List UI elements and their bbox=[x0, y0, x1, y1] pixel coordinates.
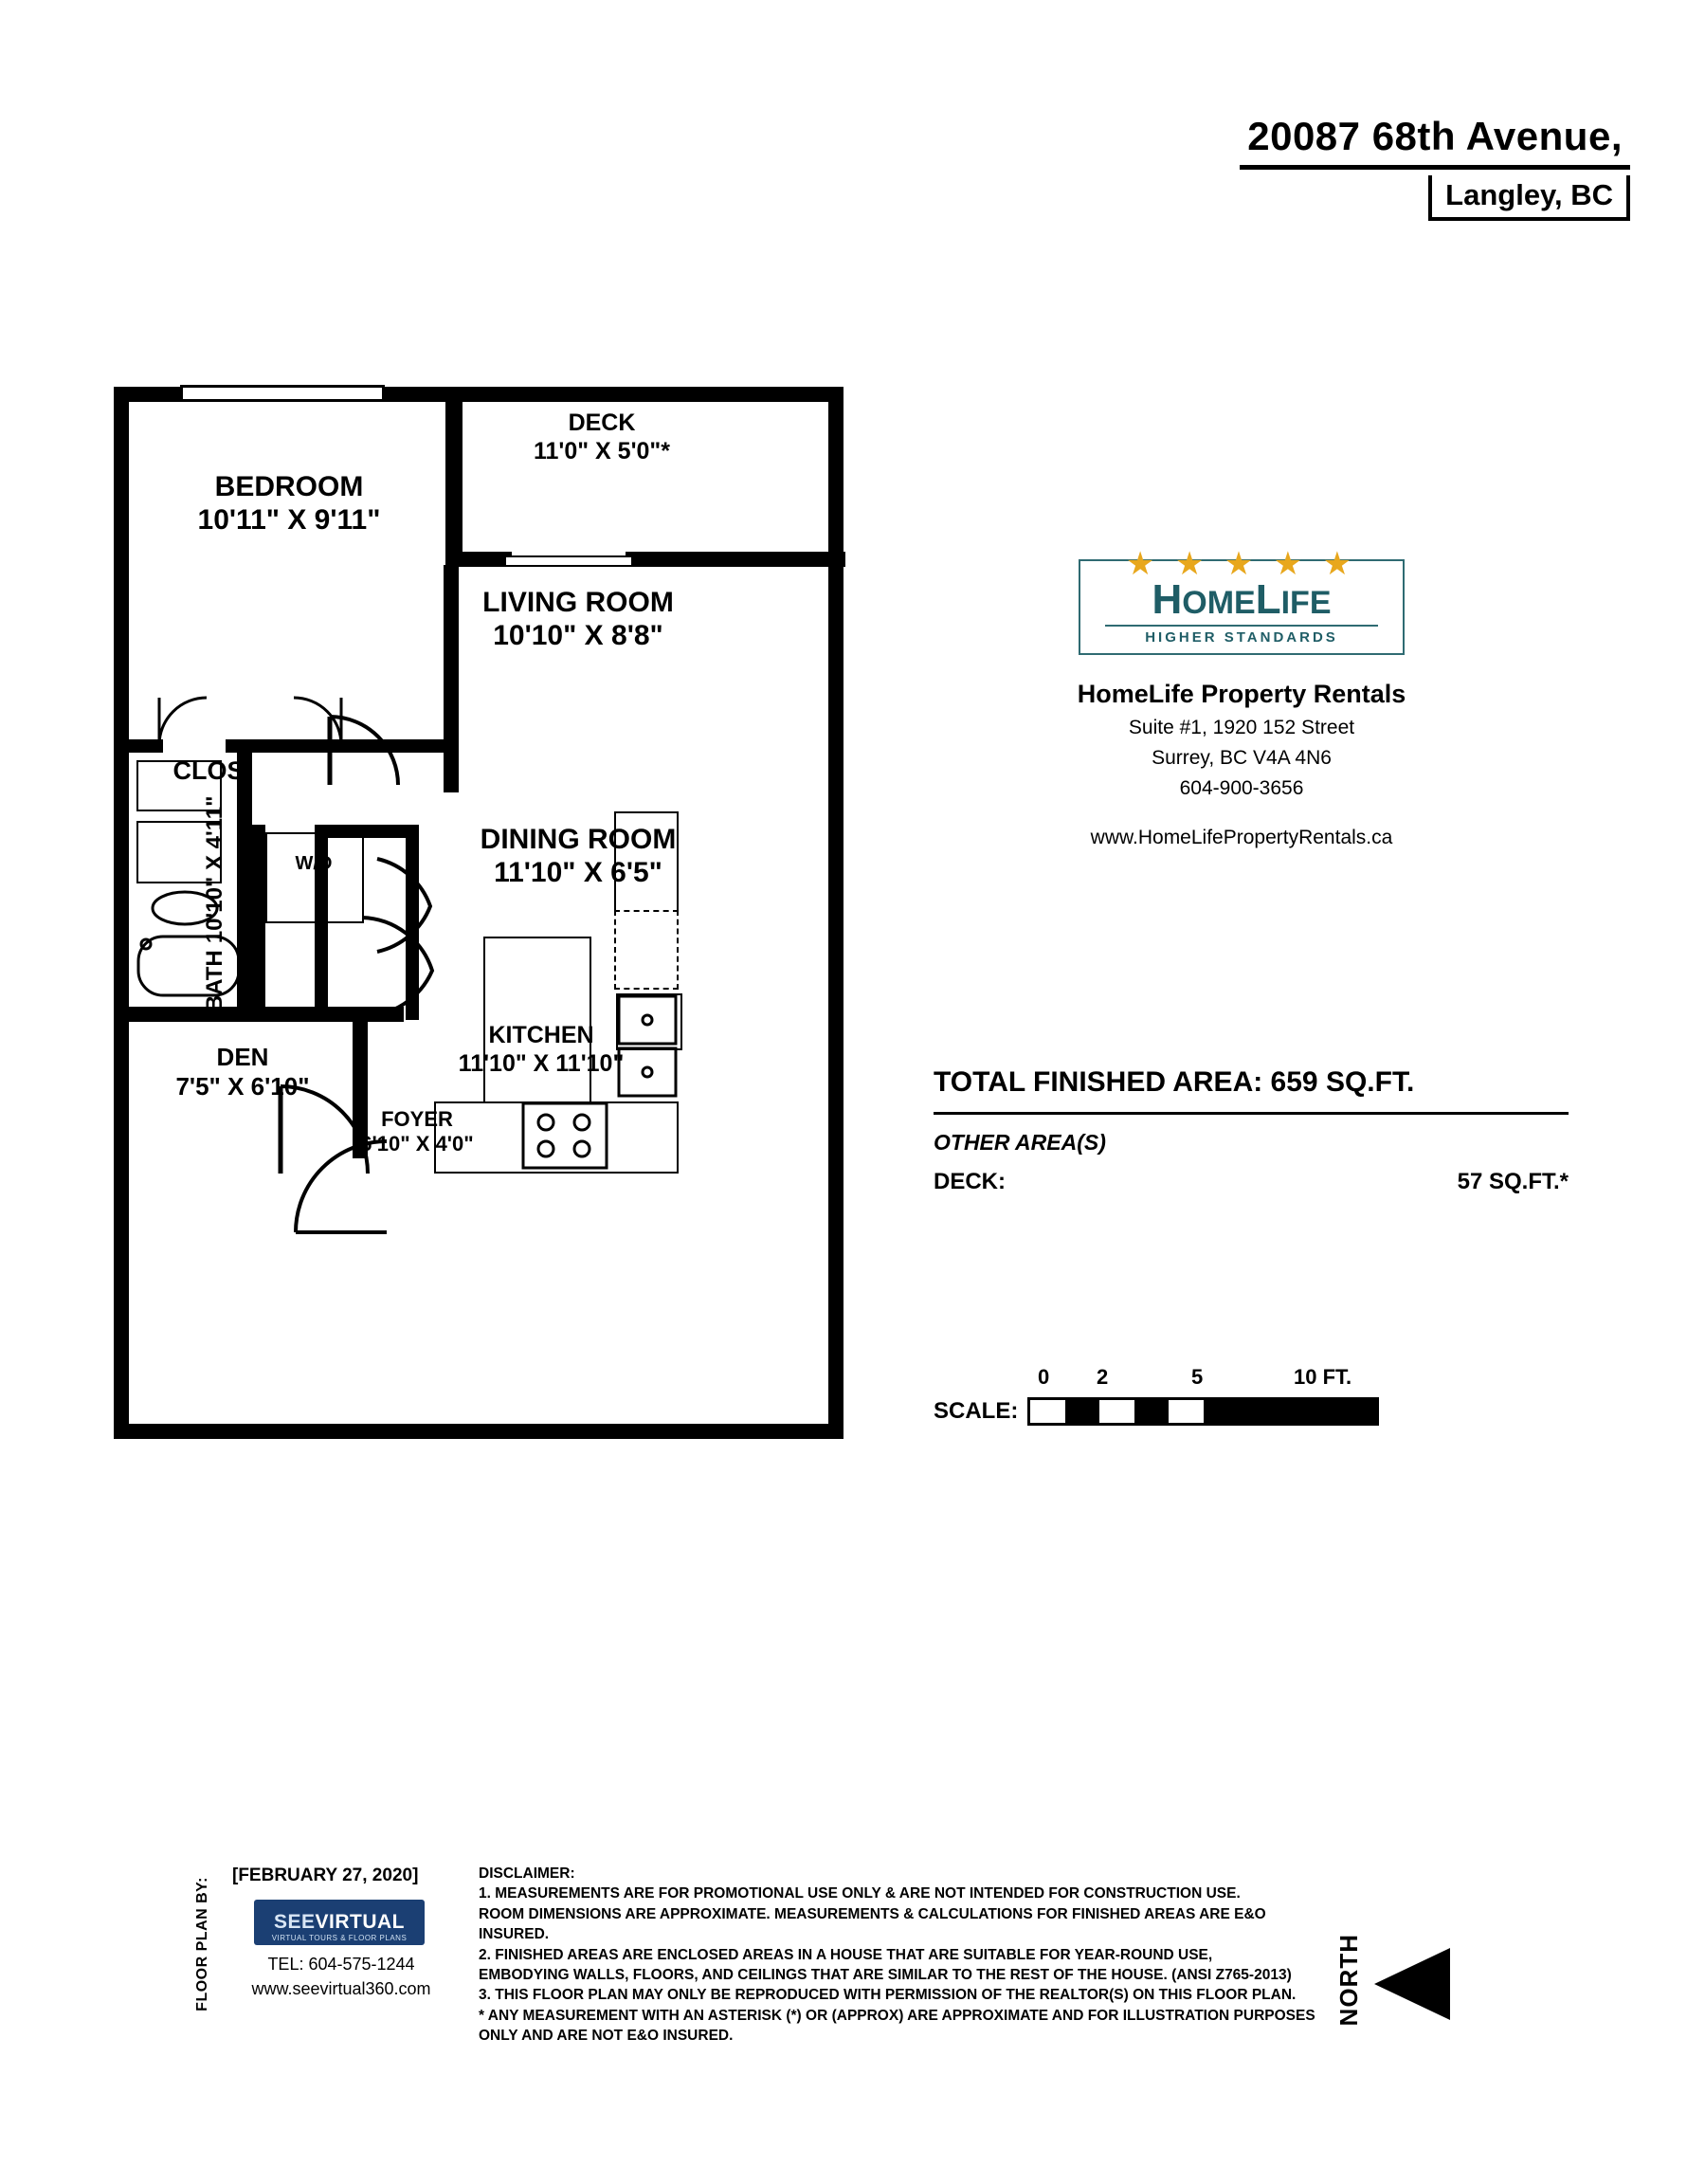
wall-laundry-left bbox=[252, 825, 265, 1020]
seevirtual-see: SEE bbox=[273, 1911, 316, 1933]
closet-door-arcs bbox=[152, 692, 351, 749]
disclaimer-line: ONLY AND ARE NOT E&O INSURED. bbox=[479, 2028, 734, 2044]
company-phone: 604-900-3656 bbox=[1179, 776, 1304, 799]
door-den-swing bbox=[358, 910, 444, 1024]
total-finished-area: TOTAL FINISHED AREA: 659 SQ.FT. bbox=[934, 1066, 1415, 1098]
north-arrow-icon bbox=[1374, 1948, 1450, 2020]
logo-wordmark bbox=[1080, 575, 1403, 623]
logo-h: H bbox=[1152, 575, 1183, 623]
door-living-swing bbox=[324, 711, 428, 796]
plan-date: [FEBRUARY 27, 2020] bbox=[232, 1866, 419, 1885]
wall-deck-bottom-right bbox=[626, 552, 845, 567]
logo-ife: IFE bbox=[1280, 584, 1332, 621]
disclaimer-line: 2. FINISHED AREAS ARE ENCLOSED AREAS IN A HOUSE THAT ARE SUITABLE FOR YEAR-ROUND USE, bbox=[479, 1946, 1213, 1963]
scale-tick-10: 10 FT. bbox=[1294, 1365, 1352, 1389]
room-label-bedroom: BEDROOM 10'11" X 9'11" bbox=[197, 471, 381, 537]
company-address-line-1: Suite #1, 1920 152 Street bbox=[1128, 716, 1355, 738]
homelife-logo bbox=[1079, 546, 1405, 655]
wall-exterior-left bbox=[114, 387, 129, 1439]
room-label-bath: BATH 10'10" X 4'11" bbox=[202, 796, 227, 1012]
scale-tick-labels bbox=[934, 1365, 1379, 1393]
room-label-dining: DINING ROOM 11'10" X 6'5" bbox=[480, 824, 677, 889]
logo-tagline: HIGHER STANDARDS bbox=[1105, 625, 1378, 646]
disclaimer-line: 3. THIS FLOOR PLAN MAY ONLY BE REPRODUCED WITH PERMISSION OF THE REALTOR(S) ON THIS FLOOR PLAN. bbox=[479, 1987, 1297, 2004]
address-line-2: Langley, BC bbox=[1428, 175, 1630, 221]
seevirtual-tel: TEL: 604-575-1244 bbox=[267, 1955, 415, 1974]
address-line-1: 20087 68th Avenue, bbox=[1240, 114, 1630, 170]
room-label-foyer: FOYER 6'10" X 4'0" bbox=[360, 1107, 474, 1156]
disclaimer-line: 1. MEASUREMENTS ARE FOR PROMOTIONAL USE ONLY & ARE NOT INTENDED FOR CONSTRUCTION USE. bbox=[479, 1885, 1241, 1902]
stars-icon: ★ ★ ★ ★ ★ bbox=[1125, 546, 1358, 582]
area-row-value: 57 SQ.FT.* bbox=[1457, 1169, 1569, 1194]
north-label: NORTH bbox=[1334, 1934, 1363, 2027]
disclaimer-line: EMBODYING WALLS, FLOORS, AND CEILINGS THAT ARE SIMILAR TO THE REST OF THE HOUSE. (ANSI Z765-2013) bbox=[479, 1966, 1292, 1983]
other-areas-label: OTHER AREA(S) bbox=[934, 1130, 1106, 1155]
company-website[interactable]: www.HomeLifePropertyRentals.ca bbox=[1090, 826, 1393, 848]
room-label-den: DEN 7'5" X 6'10" bbox=[175, 1043, 310, 1101]
floor-plan-by-label: FLOOR PLAN BY: bbox=[194, 1877, 210, 2011]
scale-tick-5: 5 bbox=[1191, 1365, 1204, 1389]
seevirtual-tagline: VIRTUAL TOURS & FLOOR PLANS bbox=[271, 1934, 408, 1942]
room-label-deck: DECK 11'0" X 5'0"* bbox=[533, 410, 671, 464]
logo-ome: OME bbox=[1182, 584, 1256, 621]
range-stove-icon bbox=[521, 1101, 608, 1170]
brand-block bbox=[1071, 546, 1412, 849]
disclaimer-title: DISCLAIMER: bbox=[479, 1866, 575, 1882]
scale-tick-0: 0 bbox=[1038, 1365, 1050, 1389]
page-title bbox=[1240, 114, 1630, 221]
room-label-closet: CLOS bbox=[172, 756, 245, 785]
logo-l: L bbox=[1255, 575, 1281, 623]
scale-tick-2: 2 bbox=[1097, 1365, 1109, 1389]
scale-bar-block bbox=[934, 1365, 1379, 1426]
area-summary bbox=[934, 1066, 1569, 1195]
company-name: HomeLife Property Rentals bbox=[1077, 679, 1406, 708]
disclaimer-line: * ANY MEASUREMENT WITH AN ASTERISK (*) OR (APPROX) ARE APPROXIMATE AND FOR ILLUSTRATION PURPOSES bbox=[479, 2007, 1315, 2024]
seevirtual-virtual: VIRTUAL bbox=[315, 1911, 406, 1933]
divider bbox=[934, 1112, 1569, 1115]
disclaimer-line: ROOM DIMENSIONS ARE APPROXIMATE. MEASUREMENTS & CALCULATIONS FOR FINISHED AREAS ARE E&O INSURED. bbox=[479, 1905, 1266, 1943]
window-bedroom bbox=[180, 385, 385, 402]
sliding-door-deck bbox=[504, 555, 633, 567]
area-row bbox=[934, 1169, 1569, 1195]
wall-exterior-top-right bbox=[453, 387, 844, 402]
kitchen-counter-right bbox=[614, 910, 679, 990]
wall-hall-lower bbox=[315, 825, 419, 838]
floor-plan-drawing bbox=[114, 379, 862, 1450]
scale-label: SCALE: bbox=[934, 1398, 1019, 1424]
wall-bath-right bbox=[237, 753, 252, 1020]
seevirtual-website[interactable]: www.seevirtual360.com bbox=[251, 1979, 431, 1998]
company-address-line-2: Surrey, BC V4A 4N6 bbox=[1152, 746, 1332, 769]
wall-exterior-bottom bbox=[114, 1424, 844, 1439]
room-label-living: LIVING ROOM 10'10" X 8'8" bbox=[482, 587, 674, 652]
room-label-kitchen: KITCHEN 11'10" X 11'10" bbox=[458, 1022, 625, 1077]
scale-bar bbox=[1027, 1397, 1379, 1426]
disclaimer bbox=[479, 1864, 1332, 2046]
room-label-laundry: W/D bbox=[295, 853, 333, 874]
wall-deck-left bbox=[445, 387, 463, 567]
wall-exterior-right bbox=[828, 387, 844, 1439]
area-row-label: DECK: bbox=[934, 1169, 1006, 1194]
